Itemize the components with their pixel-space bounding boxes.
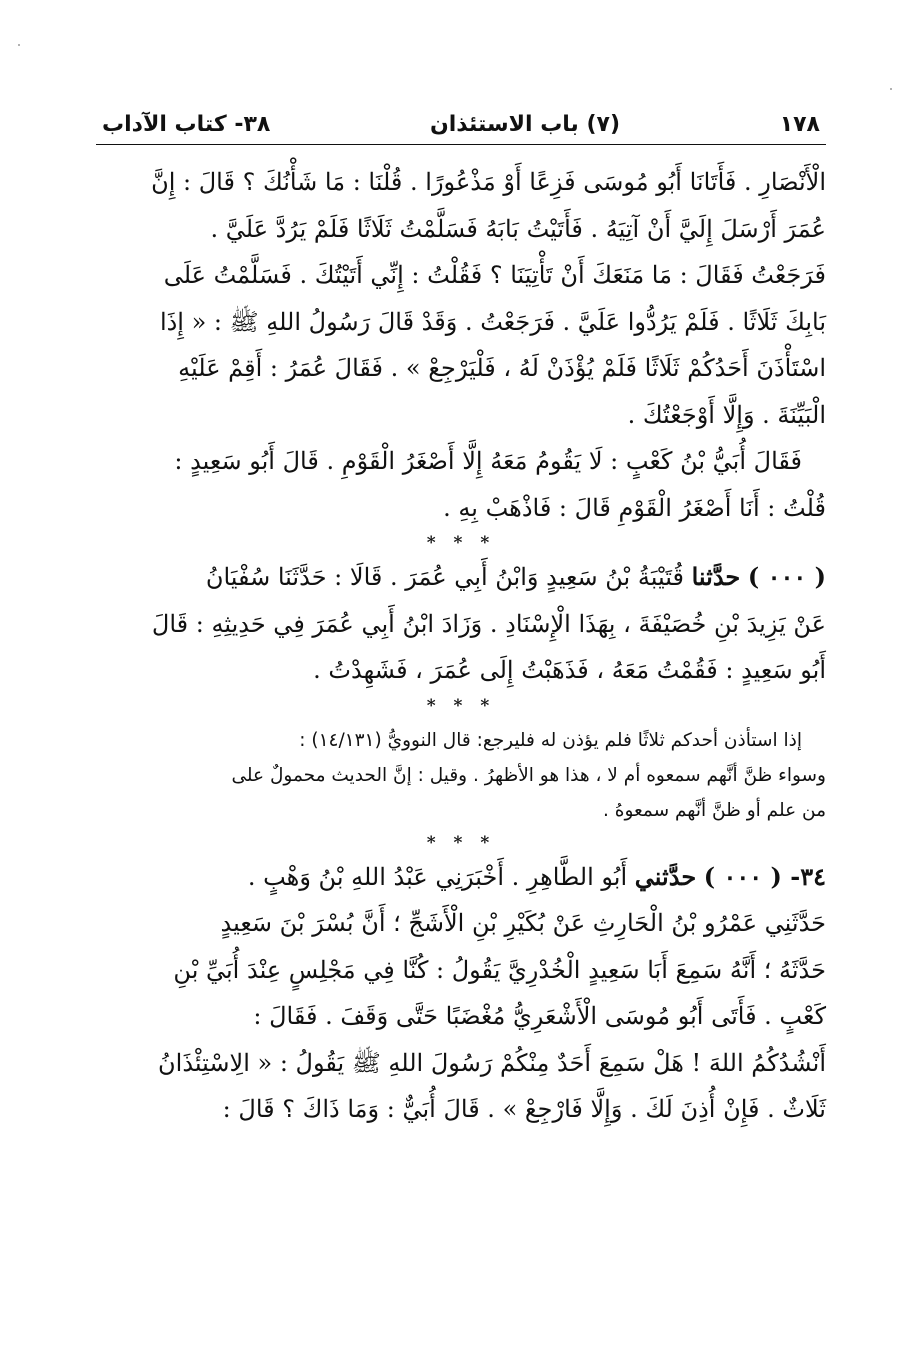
- section-separator: * * *: [426, 533, 496, 553]
- text-line: اسْتَأْذَنَ أَحَدُكُمْ ثَلَاثًا فَلَمْ يُؤْذَنْ لَهُ ، فَلْيَرْجِعْ » . فَقَالَ عُمَرُ : أَقِمْ عَلَيْهِ: [178, 354, 826, 382]
- text-line: أَبُو سَعِيدٍ : فَقُمْتُ مَعَهُ ، فَذَهَبْتُ إِلَى عُمَرَ ، فَشَهِدْتُ .: [313, 656, 826, 684]
- text-line: الْبَيِّنَةَ . وَإِلَّا أَوْجَعْتُكَ .: [627, 400, 826, 429]
- hadith-text-paragraph: [96, 554, 826, 694]
- book-page: [96, 108, 826, 1133]
- section-separator: * * *: [426, 695, 496, 716]
- text-line: بَابِكَ ثَلَاثًا . فَلَمْ يَرُدُّوا عَلَيَّ . فَرَجَعْتُ . وَقَدْ قَالَ رَسُولُ اللهِ ﷺ : « إِذَا: [159, 307, 826, 336]
- running-header: [96, 108, 826, 145]
- note-line: إذا استأذن أحدكم ثلاثًا فلم يؤذن له فليرجع: قال النوويُّ (١٤/١٣١) :: [299, 729, 802, 751]
- page-number: ١٧٨: [779, 112, 820, 137]
- scan-speck: [890, 88, 892, 90]
- hadith-text-paragraph: [96, 854, 826, 1133]
- hadith-text-paragraph: [96, 159, 826, 438]
- text-line: أَنْشُدُكُمُ اللهَ ! هَلْ سَمِعَ أَحَدٌ مِنْكُمْ رَسُولَ اللهِ ﷺ يَقُولُ : « الِاسْتِئْذَانُ: [158, 1048, 826, 1077]
- text-line: عُمَرَ أَرْسَلَ إِلَيَّ أَنْ آتِيَهُ . فَأَتَيْتُ بَابَهُ فَسَلَّمْتُ ثَلَاثًا فَلَمْ يَرُدَّ عَلَيَّ .: [210, 214, 826, 243]
- text-line: [96, 854, 826, 901]
- hadith-number: ٣٤- ( ٠٠٠ ): [703, 861, 826, 891]
- commentary-note: [96, 723, 826, 828]
- scan-speck: [18, 44, 20, 46]
- text-line: فَرَجَعْتُ فَقَالَ : مَا مَنَعَكَ أَنْ تَأْتِيَنَا ؟ فَقُلْتُ : إِنِّي أَتَيْتُكَ . فَسَلَّمْتُ عَلَى: [163, 261, 826, 289]
- text-line: الْأَنْصَارِ . فَأَتَانَا أَبُو مُوسَى فَزِعًا أَوْ مَذْعُورًا . قُلْنَا : مَا شَأْنُكَ ؟ قَالَ : إِنَّ: [151, 168, 826, 196]
- text-line: كَعْبٍ . فَأَتَى أَبُو مُوسَى الْأَشْعَرِيُّ مُغْضَبًا حَتَّى وَقَفَ . فَقَالَ :: [253, 1002, 826, 1030]
- note-line: وسواء ظنَّ أنَّهم سمعوه أم لا ، هذا هو الأظهرُ . وقيل : إنَّ الحديث محمولٌ على: [231, 764, 826, 786]
- note-line: من علم أو ظنَّ أنَّهم سمعوهُ .: [602, 799, 826, 821]
- section-separator: * * *: [426, 832, 496, 853]
- chapter-title: (٧) باب الاستئذان: [429, 112, 621, 137]
- text-span: أَبُو الطَّاهِرِ . أَخْبَرَنِي عَبْدُ اللهِ بْنُ وَهْبٍ .: [247, 862, 628, 891]
- hadith-text-paragraph: [96, 438, 826, 531]
- text-line: عَنْ يَزِيدَ بْنِ خُصَيْفَةَ ، بِهَذَا الْإِسْنَادِ . وَزَادَ ابْنُ أَبِي عُمَرَ فِي حَدِيثِهِ : قَالَ: [151, 609, 826, 638]
- text-line: [96, 554, 826, 601]
- hadith-number: ( ٠٠٠ ): [747, 562, 826, 591]
- text-line: قُلْتُ : أَنَا أَصْغَرُ الْقَوْمِ قَالَ : فَاذْهَبْ بِهِ .: [443, 493, 826, 522]
- text-line: حَدَّثَنِي عَمْرُو بْنُ الْحَارِثِ عَنْ بُكَيْرِ بْنِ الْأَشَجِّ ؛ أَنَّ بُسْرَ بْنَ سَعِيدٍ: [220, 909, 826, 937]
- narration-lead: حدَّثنا: [691, 562, 741, 591]
- text-line: فَقَالَ أُبَيُّ بْنُ كَعْبٍ : لَا يَقُومُ مَعَهُ إِلَّا أَصْغَرُ الْقَوْمِ . قَالَ أَبُو سَعِيدٍ :: [174, 447, 802, 475]
- narration-lead: حدَّثني: [634, 861, 697, 891]
- text-line: ثَلَاثٌ . فَإِنْ أُذِنَ لَكَ . وَإِلَّا فَارْجِعْ » . قَالَ أُبَيٌّ : وَمَا ذَاكَ ؟ قَالَ :: [222, 1095, 826, 1123]
- text-line: حَدَّثَهُ ؛ أَنَّهُ سَمِعَ أَبَا سَعِيدٍ الْخُدْرِيَّ يَقُولُ : كُنَّا فِي مَجْلِسٍ عِنْدَ أُبَيِّ بْنِ: [173, 955, 826, 984]
- book-title: ٣٨- كتاب الآداب: [102, 112, 271, 137]
- text-span: قُتَيْبَةُ بْنُ سَعِيدٍ وَابْنُ أَبِي عُمَرَ . قَالَا : حَدَّثَنَا سُفْيَانُ: [205, 563, 684, 591]
